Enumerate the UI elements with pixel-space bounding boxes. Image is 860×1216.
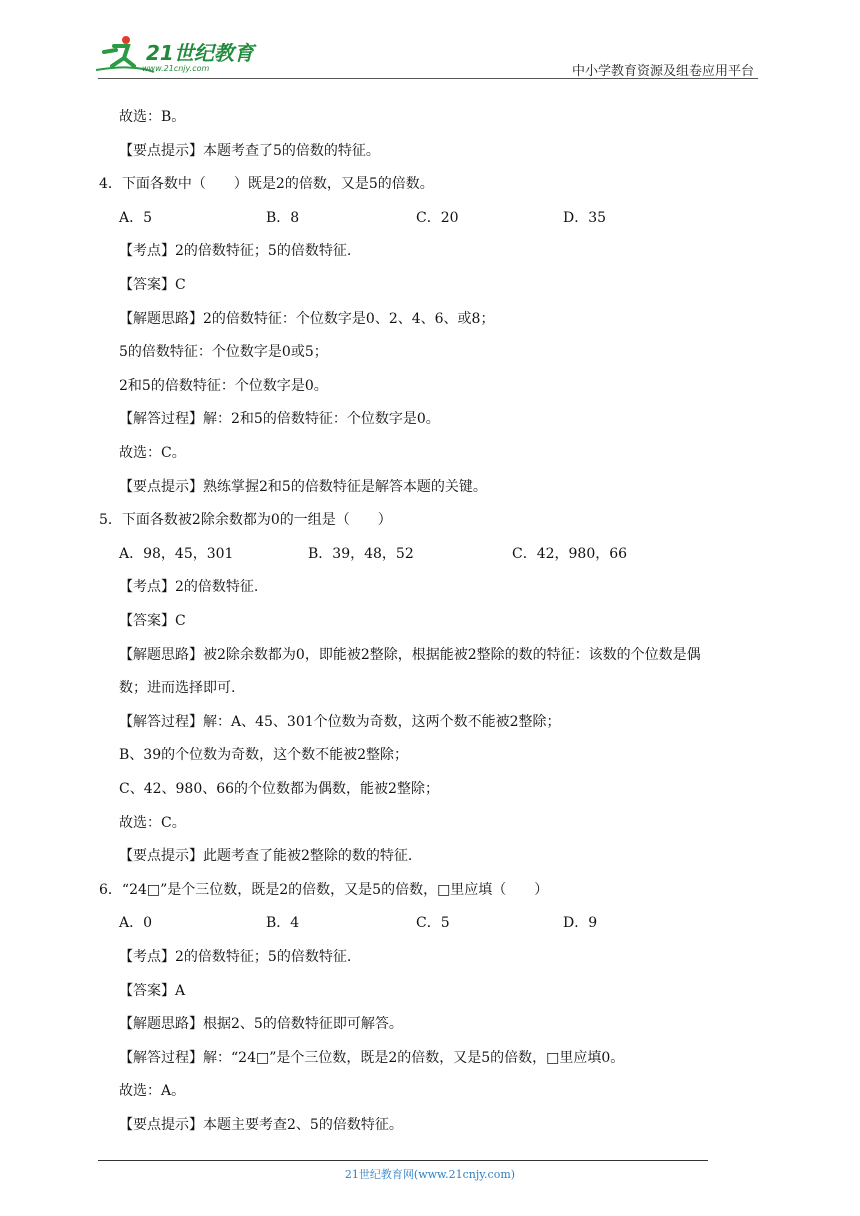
text-line: 2和5的倍数特征：个位数字是0。 [119,378,328,394]
text-line: 【要点提示】本题主要考查2、5的倍数特征。 [119,1117,403,1133]
text-line: 数；进而选择即可. [119,680,236,696]
answer-option: A．98，45，301 [119,546,234,562]
answer-option: B．4 [266,915,300,931]
text-line: 【要点提示】此题考查了能被2整除的数的特征. [119,848,413,864]
text-line: B、39的个位数为奇数，这个数不能被2整除； [119,747,409,763]
text-line: 【答案】C [119,277,186,293]
text-line: 【要点提示】本题考查了5的倍数的特征。 [119,143,380,159]
question-text: 6．“24□”是个三位数，既是2的倍数，又是5的倍数，□里应填（ ） [99,882,549,898]
text-line: 【解答过程】解：“24□”是个三位数，既是2的倍数，又是5的倍数，□里应填0。 [119,1050,625,1066]
answer-option: C．42，980，66 [512,546,628,562]
header-divider [98,78,758,79]
answer-option: B．8 [266,210,300,226]
answer-option: A．5 [119,210,153,226]
text-line: C、42、980、66的个位数都为偶数，能被2整除； [119,781,439,797]
logo-url: www.21cnjy.com [142,64,210,73]
answer-option: C．20 [416,210,459,226]
text-line: 【考点】2的倍数特征. [119,579,259,595]
answer-option: C．5 [416,915,450,931]
text-line: 5的倍数特征：个位数字是0或5； [119,344,328,360]
footer-text: 21世纪教育网(www.21cnjy.com) [344,1168,516,1181]
text-line: 【要点提示】熟练掌握2和5的倍数特征是解答本题的关键。 [119,479,487,495]
text-line: 【解答过程】解：2和5的倍数特征：个位数字是0。 [119,411,440,427]
text-line: 【答案】A [119,983,186,999]
text-line: 故选：A。 [119,1083,186,1099]
question-text: 4．下面各数中（ ）既是2的倍数，又是5的倍数。 [99,176,434,192]
text-line: 【答案】C [119,613,186,629]
footer-divider [98,1160,708,1161]
answer-option: D．9 [563,915,598,931]
answer-option: A．0 [119,915,153,931]
text-line: 【解答过程】解：A、45、301个位数为奇数，这两个数不能被2整除； [119,714,561,730]
text-line: 【解题思路】被2除余数都为0，即能被2整除，根据能被2整除的数的特征：该数的个位数是偶 [119,647,701,663]
text-line: 【解题思路】根据2、5的倍数特征即可解答。 [119,1016,403,1032]
text-line: 故选：B。 [119,109,186,125]
text-line: 故选：C。 [119,445,186,461]
text-line: 【考点】2的倍数特征；5的倍数特征. [119,949,352,965]
text-line: 【考点】2的倍数特征；5的倍数特征. [119,243,352,259]
text-line: 故选：C。 [119,815,186,831]
answer-option: D．35 [563,210,607,226]
text-line: 【解题思路】2的倍数特征：个位数字是0、2、4、6、或8； [119,311,495,327]
platform-title: 中小学教育资源及组卷应用平台 [571,64,754,79]
logo-text: 21世纪教育 [146,41,254,65]
answer-option: B．39，48，52 [308,546,414,562]
page-header [0,0,860,80]
question-text: 5．下面各数被2除余数都为0的一组是（ ） [99,512,392,528]
